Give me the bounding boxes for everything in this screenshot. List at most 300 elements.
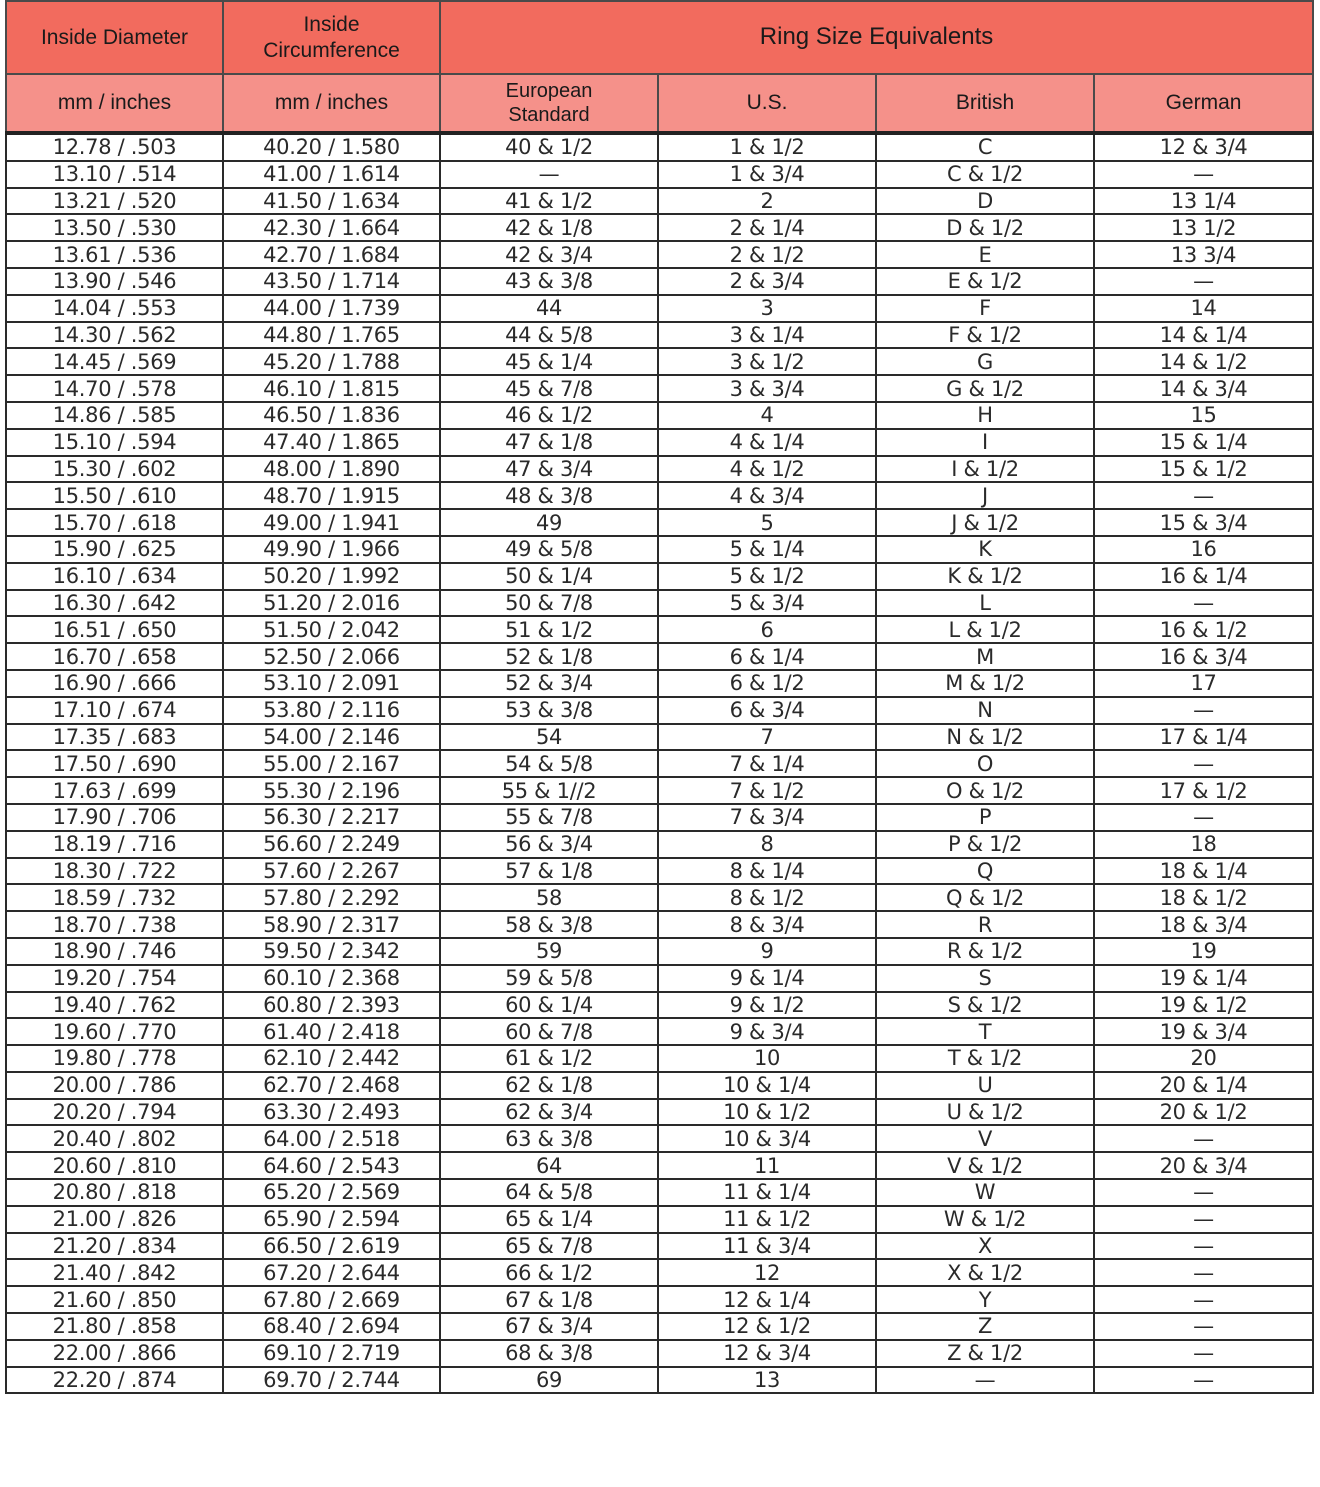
circumference-cell: 49.90 / 1.966 [223,536,440,563]
european-cell: 56 & 3/4 [440,831,658,858]
diameter-cell: 21.40 / .842 [6,1259,223,1286]
european-cell: 50 & 1/4 [440,563,658,590]
circumference-cell: 62.70 / 2.468 [223,1072,440,1099]
circumference-cell: 66.50 / 2.619 [223,1233,440,1260]
header-row-top [6,1,1313,74]
european-cell: 65 & 7/8 [440,1233,658,1260]
diameter-cell: 16.70 / .658 [6,643,223,670]
british-cell: G [876,348,1094,375]
table-row [6,295,1313,322]
diameter-cell: 20.20 / .794 [6,1099,223,1126]
european-cell: 51 & 1/2 [440,616,658,643]
diameter-cell: 22.20 / .874 [6,1367,223,1394]
circumference-cell: 57.60 / 2.267 [223,858,440,885]
table-row [6,188,1313,215]
circumference-cell: 48.00 / 1.890 [223,456,440,483]
circumference-cell: 58.90 / 2.317 [223,911,440,938]
circumference-cell: 41.00 / 1.614 [223,161,440,188]
european-cell: 46 & 1/2 [440,402,658,429]
table-row [6,1152,1313,1179]
german-cell: 20 & 1/4 [1094,1072,1313,1099]
table-row [6,1313,1313,1340]
ring-size-table [5,0,1314,1394]
header-inside-circumference: Inside Circumference [223,1,440,74]
german-cell: 17 & 1/2 [1094,777,1313,804]
us-cell: 13 [658,1367,876,1394]
european-cell: 40 & 1/2 [440,133,658,161]
diameter-cell: 20.40 / .802 [6,1125,223,1152]
circumference-cell: 59.50 / 2.342 [223,938,440,965]
table-row [6,670,1313,697]
british-cell: D & 1/2 [876,214,1094,241]
us-cell: 4 [658,402,876,429]
circumference-cell: 42.30 / 1.664 [223,214,440,241]
diameter-cell: 21.20 / .834 [6,1233,223,1260]
german-cell: — [1094,1259,1313,1286]
european-cell: 58 [440,884,658,911]
circumference-cell: 60.80 / 2.393 [223,992,440,1019]
circumference-cell: 42.70 / 1.684 [223,241,440,268]
table-row [6,590,1313,617]
circumference-cell: 43.50 / 1.714 [223,268,440,295]
british-cell: Q [876,858,1094,885]
header-european-standard: European Standard [440,74,658,133]
british-cell: J & 1/2 [876,509,1094,536]
circumference-cell: 68.40 / 2.694 [223,1313,440,1340]
british-cell: F [876,295,1094,322]
circumference-cell: 69.70 / 2.744 [223,1367,440,1394]
us-cell: 2 & 3/4 [658,268,876,295]
table-row [6,777,1313,804]
european-cell: 49 [440,509,658,536]
circumference-cell: 60.10 / 2.368 [223,965,440,992]
table-row [6,1340,1313,1367]
european-cell: 63 & 3/8 [440,1125,658,1152]
table-row [6,804,1313,831]
european-cell: 68 & 3/8 [440,1340,658,1367]
table-header [6,1,1313,133]
european-cell: 58 & 3/8 [440,911,658,938]
circumference-cell: 63.30 / 2.493 [223,1099,440,1126]
header-row-sub [6,74,1313,133]
german-cell: — [1094,1233,1313,1260]
diameter-cell: 17.90 / .706 [6,804,223,831]
circumference-cell: 55.30 / 2.196 [223,777,440,804]
table-row [6,831,1313,858]
circumference-cell: 40.20 / 1.580 [223,133,440,161]
british-cell: N [876,697,1094,724]
table-row [6,858,1313,885]
european-cell: 60 & 1/4 [440,992,658,1019]
german-cell: 14 & 1/2 [1094,348,1313,375]
german-cell: 19 & 1/4 [1094,965,1313,992]
table-row [6,697,1313,724]
british-cell: U & 1/2 [876,1099,1094,1126]
british-cell: G & 1/2 [876,375,1094,402]
us-cell: 5 & 1/4 [658,536,876,563]
german-cell: 20 & 1/2 [1094,1099,1313,1126]
european-cell: 62 & 3/4 [440,1099,658,1126]
diameter-cell: 14.04 / .553 [6,295,223,322]
german-cell: — [1094,1313,1313,1340]
european-cell: 67 & 1/8 [440,1286,658,1313]
diameter-cell: 13.90 / .546 [6,268,223,295]
european-cell: 44 & 5/8 [440,322,658,349]
european-cell: 55 & 1//2 [440,777,658,804]
diameter-cell: 20.60 / .810 [6,1152,223,1179]
german-cell: — [1094,1340,1313,1367]
diameter-cell: 13.61 / .536 [6,241,223,268]
table-row [6,1179,1313,1206]
table-row [6,1233,1313,1260]
diameter-cell: 18.19 / .716 [6,831,223,858]
german-cell: — [1094,804,1313,831]
german-cell: 18 & 1/2 [1094,884,1313,911]
table-row [6,911,1313,938]
diameter-cell: 14.30 / .562 [6,322,223,349]
circumference-cell: 48.70 / 1.915 [223,482,440,509]
british-cell: Z & 1/2 [876,1340,1094,1367]
european-cell: 49 & 5/8 [440,536,658,563]
table-body [6,133,1313,1393]
german-cell: 15 [1094,402,1313,429]
european-cell: 48 & 3/8 [440,482,658,509]
diameter-cell: 21.60 / .850 [6,1286,223,1313]
diameter-cell: 13.10 / .514 [6,161,223,188]
diameter-cell: 19.40 / .762 [6,992,223,1019]
diameter-cell: 20.80 / .818 [6,1179,223,1206]
us-cell: 7 & 1/2 [658,777,876,804]
circumference-cell: 62.10 / 2.442 [223,1045,440,1072]
diameter-cell: 14.45 / .569 [6,348,223,375]
diameter-cell: 12.78 / .503 [6,133,223,161]
diameter-cell: 18.70 / .738 [6,911,223,938]
circumference-cell: 64.00 / 2.518 [223,1125,440,1152]
table-row [6,1072,1313,1099]
us-cell: 4 & 3/4 [658,482,876,509]
table-row [6,482,1313,509]
german-cell: — [1094,268,1313,295]
british-cell: — [876,1367,1094,1394]
us-cell: 10 & 1/4 [658,1072,876,1099]
european-cell: 47 & 3/4 [440,456,658,483]
british-cell: W & 1/2 [876,1206,1094,1233]
german-cell: — [1094,161,1313,188]
us-cell: 3 & 3/4 [658,375,876,402]
table-row [6,1099,1313,1126]
circumference-cell: 49.00 / 1.941 [223,509,440,536]
circumference-cell: 52.50 / 2.066 [223,643,440,670]
table-row [6,241,1313,268]
german-cell: 20 & 3/4 [1094,1152,1313,1179]
british-cell: K [876,536,1094,563]
us-cell: 7 & 3/4 [658,804,876,831]
diameter-cell: 15.30 / .602 [6,456,223,483]
british-cell: X & 1/2 [876,1259,1094,1286]
german-cell: — [1094,750,1313,777]
circumference-cell: 67.20 / 2.644 [223,1259,440,1286]
german-cell: 15 & 3/4 [1094,509,1313,536]
table-row [6,884,1313,911]
diameter-cell: 14.70 / .578 [6,375,223,402]
circumference-cell: 54.00 / 2.146 [223,724,440,751]
us-cell: 6 [658,616,876,643]
table-row [6,1125,1313,1152]
us-cell: 9 & 3/4 [658,1018,876,1045]
german-cell: 19 [1094,938,1313,965]
diameter-cell: 17.35 / .683 [6,724,223,751]
us-cell: 11 & 1/4 [658,1179,876,1206]
diameter-cell: 19.60 / .770 [6,1018,223,1045]
german-cell: 18 & 3/4 [1094,911,1313,938]
british-cell: L [876,590,1094,617]
table-row [6,214,1313,241]
european-cell: 52 & 1/8 [440,643,658,670]
us-cell: 4 & 1/4 [658,429,876,456]
british-cell: L & 1/2 [876,616,1094,643]
us-cell: 6 & 1/2 [658,670,876,697]
circumference-cell: 47.40 / 1.865 [223,429,440,456]
british-cell: T [876,1018,1094,1045]
european-cell: 66 & 1/2 [440,1259,658,1286]
table-row [6,133,1313,161]
european-cell: 41 & 1/2 [440,188,658,215]
european-cell: 64 [440,1152,658,1179]
us-cell: 12 & 1/2 [658,1313,876,1340]
circumference-cell: 65.20 / 2.569 [223,1179,440,1206]
british-cell: W [876,1179,1094,1206]
circumference-cell: 45.20 / 1.788 [223,348,440,375]
table-row [6,1045,1313,1072]
diameter-cell: 20.00 / .786 [6,1072,223,1099]
diameter-cell: 16.10 / .634 [6,563,223,590]
german-cell: 16 [1094,536,1313,563]
us-cell: 5 & 1/2 [658,563,876,590]
table-row [6,1206,1313,1233]
european-cell: 43 & 3/8 [440,268,658,295]
german-cell: 18 [1094,831,1313,858]
european-cell: 45 & 1/4 [440,348,658,375]
british-cell: K & 1/2 [876,563,1094,590]
european-cell: — [440,161,658,188]
diameter-cell: 15.90 / .625 [6,536,223,563]
british-cell: C & 1/2 [876,161,1094,188]
diameter-cell: 17.50 / .690 [6,750,223,777]
us-cell: 3 & 1/2 [658,348,876,375]
german-cell: 16 & 3/4 [1094,643,1313,670]
us-cell: 2 & 1/4 [658,214,876,241]
us-cell: 8 & 1/2 [658,884,876,911]
british-cell: R [876,911,1094,938]
circumference-cell: 46.50 / 1.836 [223,402,440,429]
german-cell: 15 & 1/4 [1094,429,1313,456]
table-row [6,643,1313,670]
circumference-cell: 41.50 / 1.634 [223,188,440,215]
us-cell: 3 [658,295,876,322]
german-cell: 14 & 1/4 [1094,322,1313,349]
german-cell: 13 1/4 [1094,188,1313,215]
diameter-cell: 15.70 / .618 [6,509,223,536]
european-cell: 59 [440,938,658,965]
us-cell: 5 [658,509,876,536]
british-cell: M [876,643,1094,670]
table-row [6,161,1313,188]
diameter-cell: 21.80 / .858 [6,1313,223,1340]
diameter-cell: 19.20 / .754 [6,965,223,992]
german-cell: 14 [1094,295,1313,322]
german-cell: 13 3/4 [1094,241,1313,268]
european-cell: 42 & 1/8 [440,214,658,241]
european-cell: 52 & 3/4 [440,670,658,697]
us-cell: 12 & 1/4 [658,1286,876,1313]
british-cell: Y [876,1286,1094,1313]
us-cell: 1 & 3/4 [658,161,876,188]
us-cell: 9 [658,938,876,965]
german-cell: 12 & 3/4 [1094,133,1313,161]
diameter-cell: 21.00 / .826 [6,1206,223,1233]
us-cell: 7 [658,724,876,751]
british-cell: O & 1/2 [876,777,1094,804]
us-cell: 8 & 1/4 [658,858,876,885]
diameter-cell: 22.00 / .866 [6,1340,223,1367]
german-cell: — [1094,482,1313,509]
british-cell: X [876,1233,1094,1260]
table-row [6,1286,1313,1313]
european-cell: 61 & 1/2 [440,1045,658,1072]
circumference-cell: 55.00 / 2.167 [223,750,440,777]
us-cell: 10 & 1/2 [658,1099,876,1126]
table-row [6,1259,1313,1286]
diameter-cell: 18.90 / .746 [6,938,223,965]
us-cell: 2 & 1/2 [658,241,876,268]
european-cell: 59 & 5/8 [440,965,658,992]
german-cell: 13 1/2 [1094,214,1313,241]
british-cell: P [876,804,1094,831]
table-row [6,1367,1313,1394]
european-cell: 54 [440,724,658,751]
table-row [6,750,1313,777]
diameter-cell: 16.90 / .666 [6,670,223,697]
european-cell: 54 & 5/8 [440,750,658,777]
european-cell: 62 & 1/8 [440,1072,658,1099]
header-british: British [876,74,1094,133]
table-row [6,322,1313,349]
british-cell: Z [876,1313,1094,1340]
european-cell: 42 & 3/4 [440,241,658,268]
us-cell: 11 & 3/4 [658,1233,876,1260]
us-cell: 10 & 3/4 [658,1125,876,1152]
diameter-cell: 13.21 / .520 [6,188,223,215]
us-cell: 11 & 1/2 [658,1206,876,1233]
diameter-cell: 19.80 / .778 [6,1045,223,1072]
british-cell: J [876,482,1094,509]
us-cell: 8 & 3/4 [658,911,876,938]
european-cell: 47 & 1/8 [440,429,658,456]
circumference-cell: 53.80 / 2.116 [223,697,440,724]
circumference-cell: 69.10 / 2.719 [223,1340,440,1367]
us-cell: 6 & 1/4 [658,643,876,670]
us-cell: 11 [658,1152,876,1179]
british-cell: N & 1/2 [876,724,1094,751]
german-cell: 19 & 3/4 [1094,1018,1313,1045]
header-inside-diameter: Inside Diameter [6,1,223,74]
diameter-cell: 18.30 / .722 [6,858,223,885]
german-cell: — [1094,1286,1313,1313]
diameter-cell: 17.10 / .674 [6,697,223,724]
circumference-cell: 67.80 / 2.669 [223,1286,440,1313]
european-cell: 64 & 5/8 [440,1179,658,1206]
diameter-cell: 16.30 / .642 [6,590,223,617]
circumference-cell: 46.10 / 1.815 [223,375,440,402]
diameter-cell: 17.63 / .699 [6,777,223,804]
british-cell: E [876,241,1094,268]
us-cell: 1 & 1/2 [658,133,876,161]
circumference-cell: 56.60 / 2.249 [223,831,440,858]
british-cell: D [876,188,1094,215]
table-row [6,1018,1313,1045]
diameter-cell: 14.86 / .585 [6,402,223,429]
british-cell: V [876,1125,1094,1152]
german-cell: 16 & 1/2 [1094,616,1313,643]
table-row [6,724,1313,751]
ring-size-chart [5,0,1312,1394]
us-cell: 4 & 1/2 [658,456,876,483]
table-row [6,429,1313,456]
british-cell: U [876,1072,1094,1099]
circumference-cell: 57.80 / 2.292 [223,884,440,911]
british-cell: H [876,402,1094,429]
british-cell: R & 1/2 [876,938,1094,965]
british-cell: E & 1/2 [876,268,1094,295]
european-cell: 50 & 7/8 [440,590,658,617]
british-cell: I [876,429,1094,456]
us-cell: 6 & 3/4 [658,697,876,724]
british-cell: S & 1/2 [876,992,1094,1019]
german-cell: — [1094,1206,1313,1233]
british-cell: Q & 1/2 [876,884,1094,911]
us-cell: 10 [658,1045,876,1072]
table-row [6,402,1313,429]
us-cell: 7 & 1/4 [658,750,876,777]
table-row [6,509,1313,536]
european-cell: 53 & 3/8 [440,697,658,724]
british-cell: C [876,133,1094,161]
european-cell: 55 & 7/8 [440,804,658,831]
circumference-cell: 50.20 / 1.992 [223,563,440,590]
diameter-cell: 15.50 / .610 [6,482,223,509]
german-cell: 18 & 1/4 [1094,858,1313,885]
us-cell: 12 [658,1259,876,1286]
header-ring-size-equivalents: Ring Size Equivalents [440,1,1313,74]
circumference-cell: 65.90 / 2.594 [223,1206,440,1233]
british-cell: P & 1/2 [876,831,1094,858]
german-cell: — [1094,697,1313,724]
german-cell: 14 & 3/4 [1094,375,1313,402]
circumference-cell: 51.20 / 2.016 [223,590,440,617]
table-row [6,992,1313,1019]
european-cell: 65 & 1/4 [440,1206,658,1233]
table-row [6,536,1313,563]
diameter-cell: 13.50 / .530 [6,214,223,241]
british-cell: T & 1/2 [876,1045,1094,1072]
header-circumference-units: mm / inches [223,74,440,133]
table-row [6,456,1313,483]
circumference-cell: 44.00 / 1.739 [223,295,440,322]
british-cell: M & 1/2 [876,670,1094,697]
us-cell: 9 & 1/4 [658,965,876,992]
european-cell: 44 [440,295,658,322]
table-row [6,375,1313,402]
